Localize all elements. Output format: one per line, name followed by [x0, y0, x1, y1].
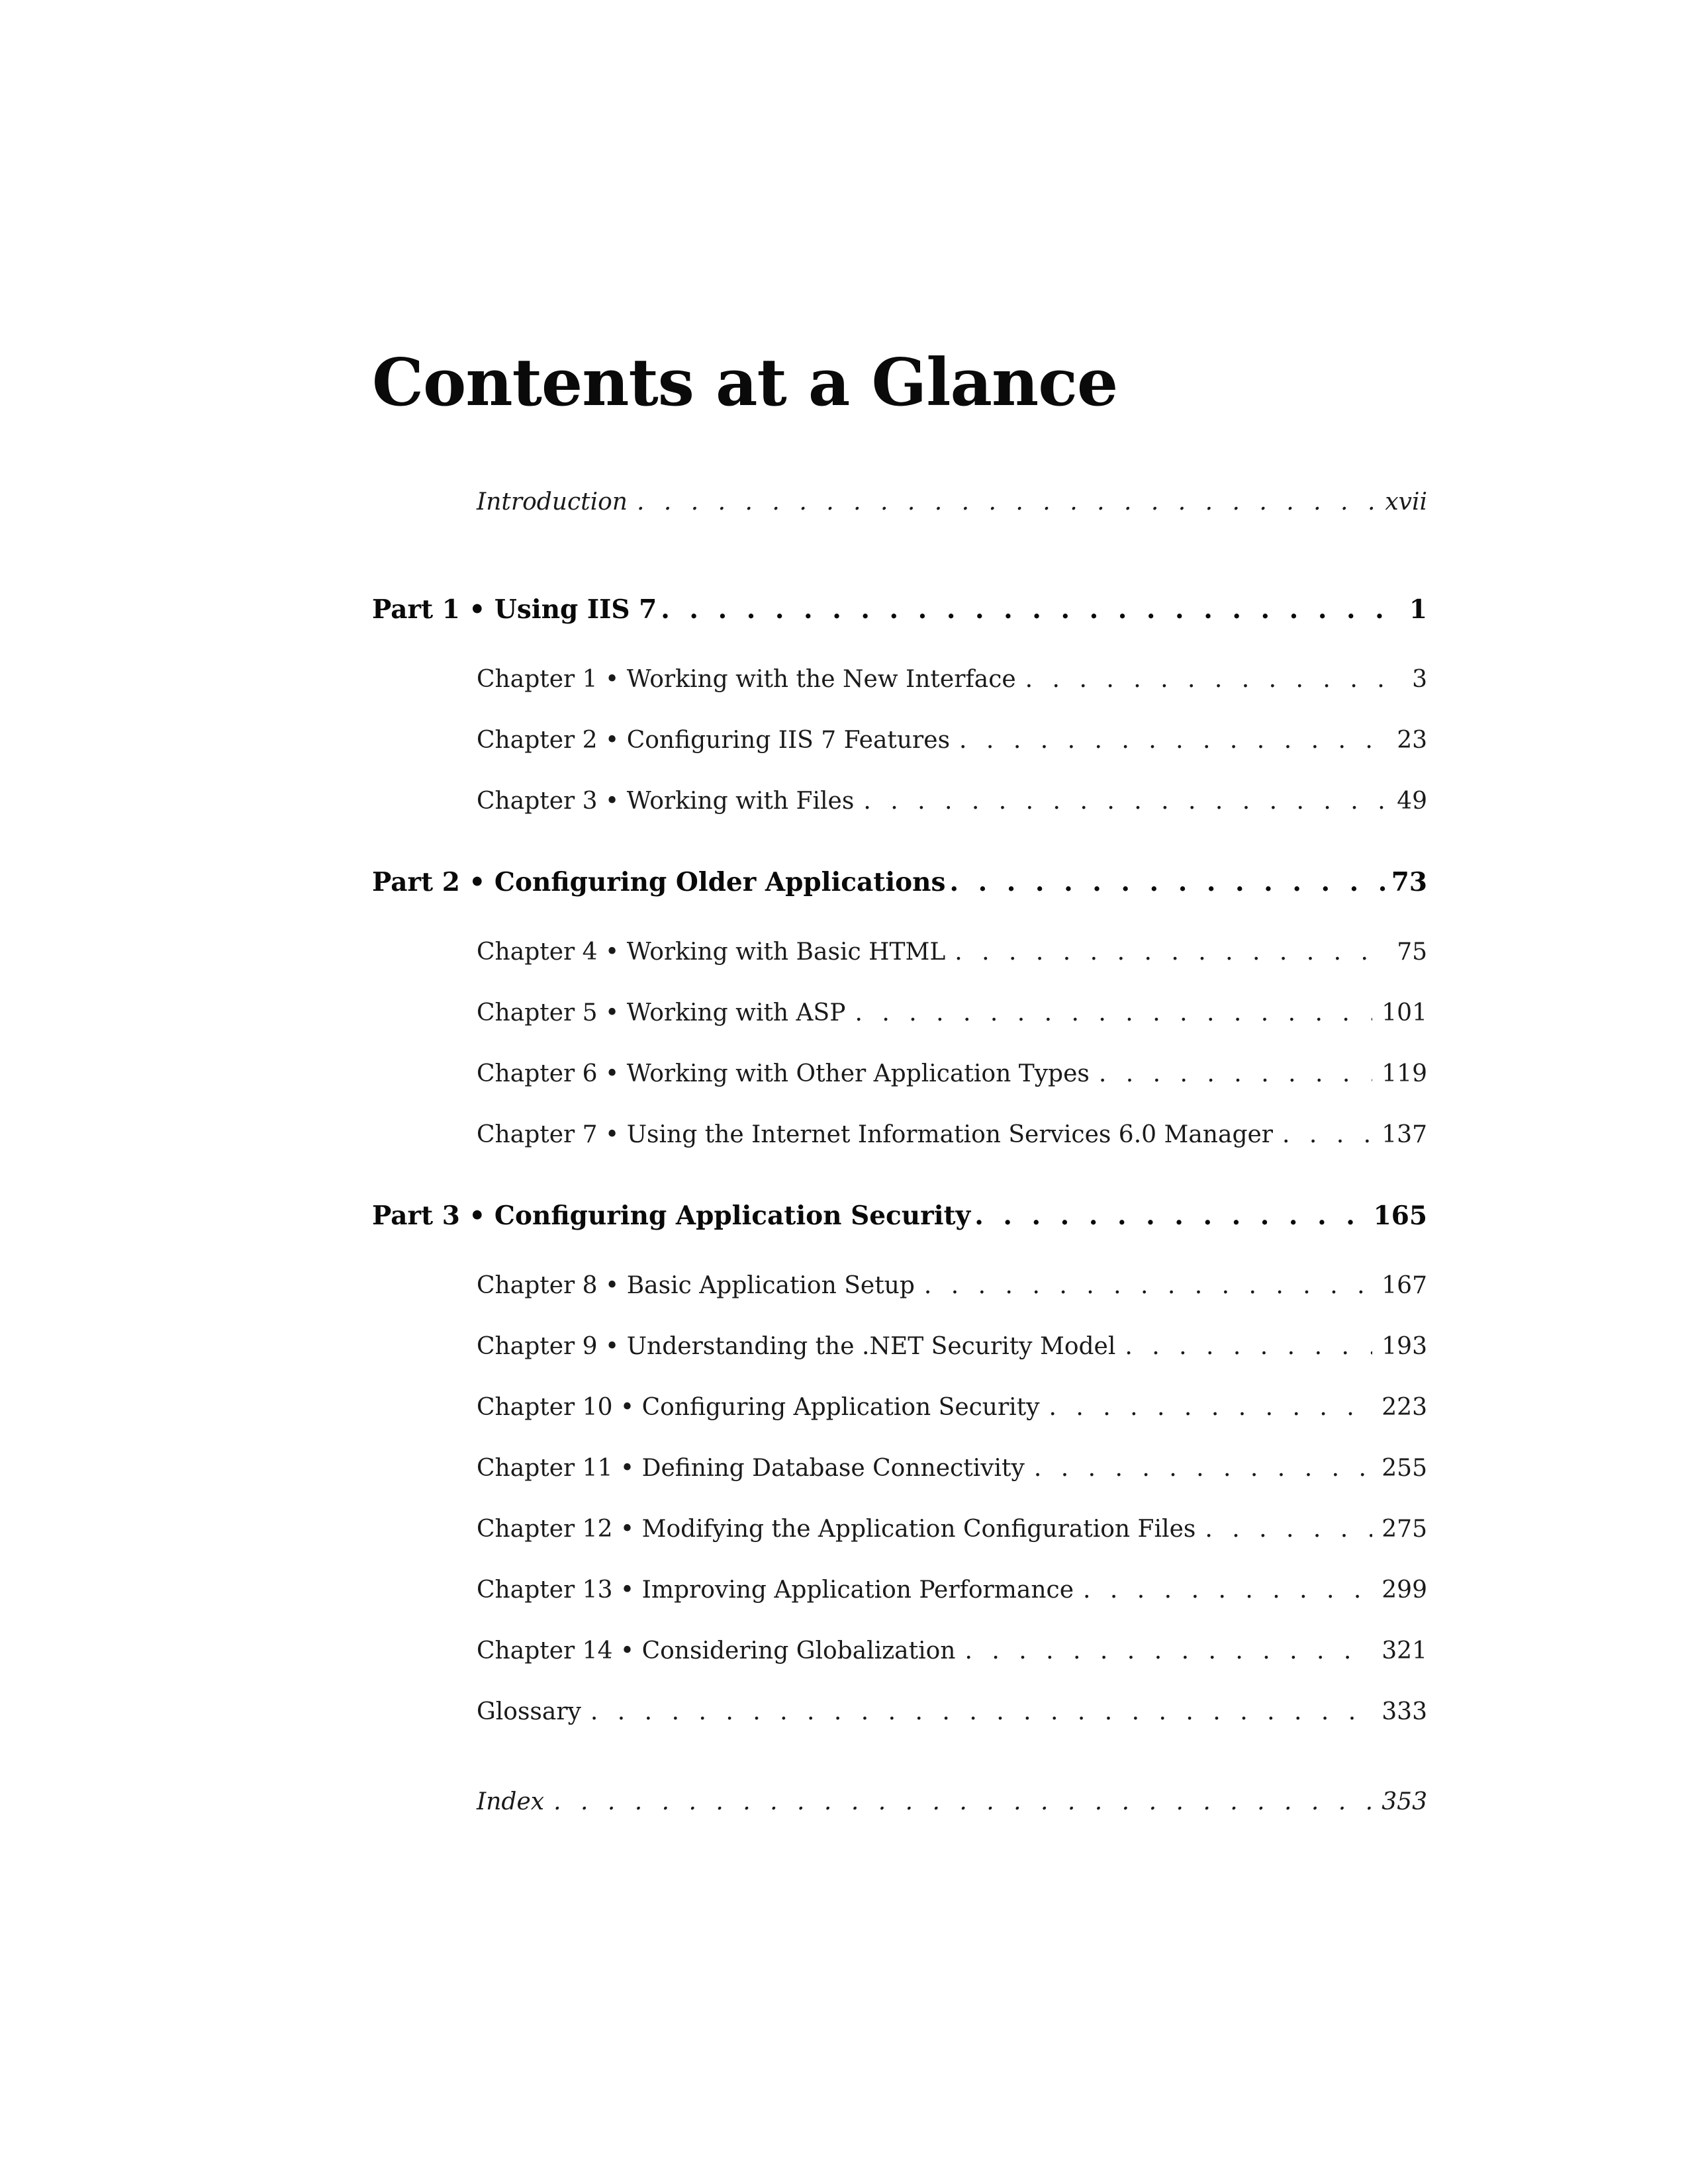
dot-leader [1205, 1516, 1372, 1543]
entry-label: Chapter 14 • Considering Globalization [477, 1637, 956, 1664]
entry-page-number: 321 [1382, 1637, 1427, 1664]
toc-entry-chapter-13[interactable] [477, 1576, 1427, 1604]
entry-label: Index [477, 1788, 545, 1815]
entry-label: Chapter 12 • Modifying the Application Configuration Files [477, 1516, 1196, 1543]
entry-label: Chapter 8 • Basic Application Setup [477, 1272, 915, 1299]
entry-page-number: 49 [1397, 788, 1427, 815]
toc-entry-chapter-7[interactable] [477, 1121, 1427, 1148]
entry-label: Chapter 7 • Using the Internet Information Services 6.0 Manager [477, 1121, 1274, 1148]
entry-label: Chapter 3 • Working with Files [477, 788, 855, 815]
entry-label: Chapter 1 • Working with the New Interface [477, 666, 1016, 693]
entry-page-number: 299 [1382, 1576, 1427, 1604]
dot-leader [959, 727, 1387, 754]
toc-part-2[interactable] [372, 867, 1427, 897]
toc-entry-chapter-1[interactable] [477, 666, 1427, 693]
toc-entry-chapter-9[interactable] [477, 1333, 1427, 1360]
entry-page-number: xvii [1385, 488, 1427, 516]
dot-leader [1034, 1455, 1372, 1482]
entry-page-number: 23 [1397, 727, 1427, 754]
entry-page-number: 75 [1397, 938, 1427, 966]
toc-entry-chapter-14[interactable] [477, 1637, 1427, 1664]
part-label: Part 2 • Configuring Older Applications [372, 867, 946, 897]
entry-page-number: 193 [1382, 1333, 1427, 1360]
entry-label: Chapter 2 • Configuring IIS 7 Features [477, 727, 951, 754]
entry-label: Chapter 13 • Improving Application Performance [477, 1576, 1074, 1604]
dot-leader [955, 938, 1387, 966]
dot-leader [1125, 1333, 1372, 1360]
entry-page-number: 137 [1382, 1121, 1427, 1148]
dot-leader [1025, 666, 1403, 693]
dot-leader [637, 488, 1376, 516]
entry-label: Chapter 6 • Working with Other Application Types [477, 1060, 1090, 1087]
entry-label: Chapter 10 • Configuring Application Security [477, 1394, 1040, 1421]
entry-label: Introduction [477, 488, 628, 516]
toc-entry-chapter-10[interactable] [477, 1394, 1427, 1421]
part-page-number: 73 [1391, 867, 1427, 897]
entry-page-number: 119 [1382, 1060, 1427, 1087]
dot-leader [949, 867, 1387, 897]
dot-leader [1282, 1121, 1372, 1148]
entry-label: Chapter 11 • Defining Database Connectivity [477, 1455, 1025, 1482]
entry-label: Chapter 4 • Working with Basic HTML [477, 938, 946, 966]
dot-leader [863, 788, 1387, 815]
dot-leader [964, 1637, 1372, 1664]
toc-entry-chapter-11[interactable] [477, 1455, 1427, 1482]
part-label: Part 3 • Configuring Application Security [372, 1201, 971, 1231]
entry-page-number: 255 [1382, 1455, 1427, 1482]
entry-page-number: 167 [1382, 1272, 1427, 1299]
entry-label: Glossary [477, 1698, 581, 1725]
entry-page-number: 223 [1382, 1394, 1427, 1421]
dot-leader [661, 594, 1405, 625]
toc-entry-chapter-5[interactable] [477, 999, 1427, 1026]
dot-leader [590, 1698, 1372, 1725]
toc-entry-introduction[interactable] [477, 488, 1427, 516]
dot-leader [855, 999, 1372, 1026]
part-page-number: 1 [1409, 594, 1427, 625]
toc-entry-chapter-4[interactable] [477, 938, 1427, 966]
toc-entry-glossary[interactable] [477, 1698, 1427, 1725]
toc-entry-chapter-3[interactable] [477, 788, 1427, 815]
entry-label: Chapter 5 • Working with ASP [477, 999, 846, 1026]
toc-part-1[interactable] [372, 594, 1427, 625]
dot-leader [1099, 1060, 1372, 1087]
dot-leader [1049, 1394, 1373, 1421]
entry-page-number: 275 [1382, 1516, 1427, 1543]
toc-part-3[interactable] [372, 1201, 1427, 1231]
toc-entry-index[interactable] [477, 1788, 1427, 1815]
entry-page-number: 3 [1412, 666, 1427, 693]
entry-label: Chapter 9 • Understanding the .NET Security Model [477, 1333, 1116, 1360]
dot-leader [974, 1201, 1369, 1231]
part-label: Part 1 • Using IIS 7 [372, 594, 657, 625]
part-page-number: 165 [1373, 1201, 1427, 1231]
entry-page-number: 333 [1382, 1698, 1427, 1725]
page-title: Contents at a Glance [372, 345, 1118, 421]
toc-entry-chapter-12[interactable] [477, 1516, 1427, 1543]
entry-page-number: 101 [1382, 999, 1427, 1026]
dot-leader [924, 1272, 1372, 1299]
toc-entry-chapter-8[interactable] [477, 1272, 1427, 1299]
entry-page-number: 353 [1382, 1788, 1427, 1815]
toc-entry-chapter-2[interactable] [477, 727, 1427, 754]
toc-entry-chapter-6[interactable] [477, 1060, 1427, 1087]
dot-leader [553, 1788, 1372, 1815]
dot-leader [1083, 1576, 1372, 1604]
